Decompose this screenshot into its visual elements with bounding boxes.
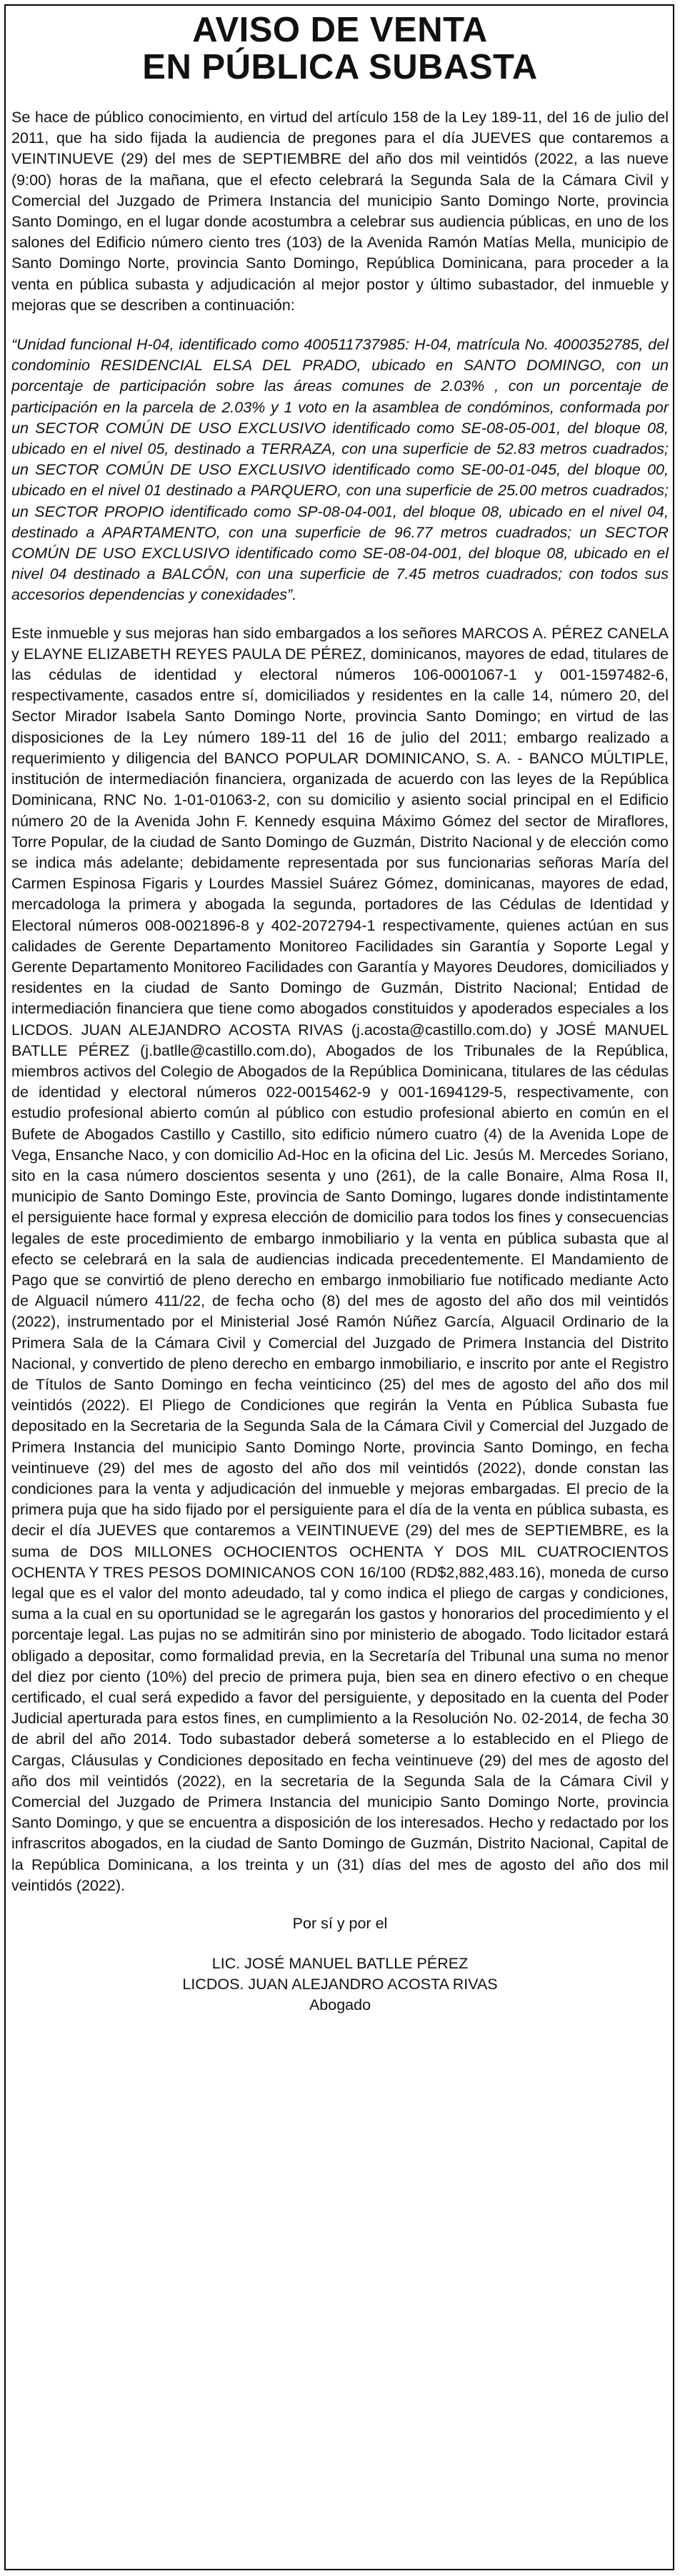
- title-line-1: AVISO DE VENTA: [192, 11, 488, 49]
- title-line-2: EN PÚBLICA SUBASTA: [142, 48, 538, 86]
- signature-block: [11, 1913, 669, 2016]
- signature-name-1: LIC. JOSÉ MANUEL BATLLE PÉREZ: [211, 1955, 469, 1973]
- intro-paragraph: Se hace de público conocimiento, en virtud del artículo 158 de la Ley 189-11, del 16 de julio del 2011, que ha sido fijada la audiencia de pregones para el día JUEVES que contaremos a VEINTINUEVE (29) del mes de SEPTIEMBRE del año dos mil veintidós (2022, a las nueve (9:00) horas de la mañana, que el efecto celebrará la Segunda Sala de la Cámara Civil y Comercial del Juzgado de Primera Instancia del municipio Santo Domingo Norte, provincia Santo Domingo, en el lugar donde acostumbra a celebrar sus audiencia públicas, en uno de los salones del Edificio número ciento tres (103) de la Avenida Ramón Matías Mella, municipio de Santo Domingo Norte, provincia Santo Domingo, República Dominicana, para proceder a la venta en pública subasta y adjudicación al mejor postor y último subastador, del inmueble y mejoras que se describen a continuación:: [11, 109, 669, 314]
- property-description: “Unidad funcional H-04, identificado como 400511737985: H-04, matrícula No. 4000352785, del condominio RESIDENCIAL ELSA DEL PRADO, ubicado en SANTO DOMINGO, con un porcentaje de participación sobre las áreas comunes de 2.03% , con un porcentaje de participación en la parcela de 2.03% y 1 voto en la asamblea de condóminos, conformada por un SECTOR COMÚN DE USO EXCLUSIVO identificado como SE-08-05-001, del bloque 08, ubicado en el nivel 05, destinado a TERRAZA, con una superficie de 52.83 metros cuadrados; un SECTOR COMÚN DE USO EXCLUSIVO identificado como SE-00-01-045, del bloque 00, ubicado en el nivel 01 destinado a PARQUERO, con una superficie de 25.00 metros cuadrados; un SECTOR PROPIO identificado como SP-08-04-001, del bloque 08, ubicado en el nivel 04, destinado a APARTAMENTO, con una superficie de 96.77 metros cuadrados; un SECTOR COMÚN DE USO EXCLUSIVO identificado como SE-08-04-001, del bloque 08, ubicado en el nivel 04 destinado a BALCÓN, con una superficie de 7.45 metros cuadrados; con todos sus accesorios dependencias y conexidades”.: [11, 336, 669, 604]
- body-paragraph: Este inmueble y sus mejoras han sido embargados a los señores MARCOS A. PÉREZ CANELA y ELAYNE ELIZABETH REYES PAULA DE PÉREZ, dominicanos, mayores de edad, titulares de las cédulas de identidad y electoral números 106-0001067-1 y 001-1597482-6, respectivamente, casados entre sí, domiciliados y residentes en la calle 14, número 20, del Sector Mirador Isabela Santo Domingo Norte, provincia Santo Domingo; en virtud de las disposiciones de la Ley número 189-11 del 16 de julio del 2011; embargo realizado a requerimiento y diligencia del BANCO POPULAR DOMINICANO, S. A. - BANCO MÚLTIPLE, institución de intermediación financiera, organizada de acuerdo con las leyes de la República Dominicana, RNC No. 1-01-01063-2, con su domicilio y asiento social principal en el Edificio número 20 de la Avenida John F. Kennedy esquina Máximo Gómez del sector de Miraflores, Torre Popular, de la ciudad de Santo Domingo de Guzmán, Distrito Nacional y de elección como se indica más adelante; debidamente representada por sus funcionarias señoras María del Carmen Espinosa Figaris y Lourdes Massiel Suárez Gómez, dominicanas, mayores de edad, mercadologa la primera y abogada la segunda, portadores de las Cédulas de Identidad y Electoral números 008-0021896-8 y 402-2072794-1 respectivamente, quienes actúan en sus calidades de Gerente Departamento Monitoreo Facilidades sin Garantía y Soporte Legal y Gerente Departamento Monitoreo Facilidades con Garantía y Mayores Deudores, domiciliados y residentes en la ciudad de Santo Domingo de Guzmán, Distrito Nacional; Entidad de intermediación financiera que tiene como abogados constituidos y apoderados especiales a los LICDOS. JUAN ALEJANDRO ACOSTA RIVAS (j.acosta@castillo.com.do) y JOSÉ MANUEL BATLLE PÉREZ (j.batlle@castillo.com.do), Abogados de los Tribunales de la República, miembros activos del Colegio de Abogados de la República Dominicana, titulares de las cédulas de identidad y electoral números 022-0015462-9 y 001-1694129-5, respectivamente, con estudio profesional abierto común al público con estudio profesional abierto en común en el Bufete de Abogados Castillo y Castillo, sito edificio número cuatro (4) de la Avenida Lope de Vega, Ensanche Naco, y con domicilio Ad-Hoc en la oficina del Lic. Jesús M. Mercedes Soriano, sito en la casa número doscientos sesenta y uno (261), de la calle Bonaire, Alma Rosa II, municipio de Santo Domingo Este, provincia de Santo Domingo, lugares donde indistintamente el persiguiente hace formal y expresa elección de domicilio para todos los fines y consecuencias legales de este procedimiento de embargo inmobiliario y la venta en pública subasta que al efecto se celebrará en la sala de audiencias indicada precedentemente. El Mandamiento de Pago que se convirtió de pleno derecho en embargo inmobiliario fue notificado mediante Acto de Alguacil número 411/22, de fecha ocho (8) del mes de agosto del año dos mil veintidós (2022), instrumentado por el Ministerial José Ramón Núñez García, Alguacil Ordinario de la Primera Sala de la Cámara Civil y Comercial del Juzgado de Primera Instancia del Distrito Nacional, y convertido de pleno derecho en embargo inmobiliario, e inscrito por ante el Registro de Títulos de Santo Domingo en fecha veinticinco (25) del mes de agosto del año dos mil veintidós (2022). El Pliego de Condiciones que regirán la Venta en Pública Subasta fue depositado en la Secretaria de la Segunda Sala de la Cámara Civil y Comercial del Juzgado de Primera Instancia del municipio Santo Domingo Norte, provincia Santo Domingo, en fecha veintinueve (29) del mes de agosto del año dos mil veintidós (2022), donde constan las condiciones para la venta y adjudicación del inmueble y mejoras embargadas. El precio de la primera puja que ha sido fijado por el persiguiente para el día de la venta en pública subasta, es decir el día JUEVES que contaremos a VEINTINUEVE (29) del mes de SEPTIEMBRE, es la suma de DOS MILLONES OCHOCIENTOS OCHENTA Y DOS MIL CUATROCIENTOS OCHENTA Y TRES PESOS DOMINICANOS CON 16/100 (RD$2,882,483.16), moneda de curso legal que es el valor del monto adeudado, tal y como indica el pliego de cargas y condiciones, suma a la cual en su oportunidad se le agregarán los gastos y honorarios del procedimiento y el porcentaje legal. Las pujas no se admitirán sino por ministerio de abogado. Todo licitador estará obligado a depositar, como formalidad previa, en la Secretaría del Tribunal una suma no menor del diez por ciento (10%) del precio de primera puja, bien sea en dinero efectivo o en cheque certificado, el cual será expedido a favor del persiguiente, y depositado en la cuenta del Poder Judicial aperturada para estos fines, en cumplimiento a la Resolución No. 02-2014, de fecha 30 de abril del año 2014. Todo subastador deberá someterse a lo establecido en el Pliego de Cargas, Cláusulas y Condiciones depositado en fecha veintinueve (29) del mes de agosto del año dos mil veintidós (2022), en la secretaria de la Segunda Sala de la Cámara Civil y Comercial del Juzgado de Primera Instancia del municipio Santo Domingo Norte, provincia Santo Domingo, y que se encuentra a disposición de los interesados. Hecho y redactado por los infrascritos abogados, en la ciudad de Santo Domingo de Guzmán, Distrito Nacional, Capital de la República Dominicana, a los treinta y un (31) días del mes de agosto del año dos mil veintidós (2022).: [11, 624, 669, 1894]
- signature-name-2: LICDOS. JUAN ALEJANDRO ACOSTA RIVAS: [182, 1976, 498, 1993]
- notice-title: [11, 10, 669, 107]
- signature-role: Abogado: [309, 1996, 371, 2014]
- signature-by: Por sí y por el: [292, 1915, 388, 1933]
- legal-notice: [11, 10, 669, 2016]
